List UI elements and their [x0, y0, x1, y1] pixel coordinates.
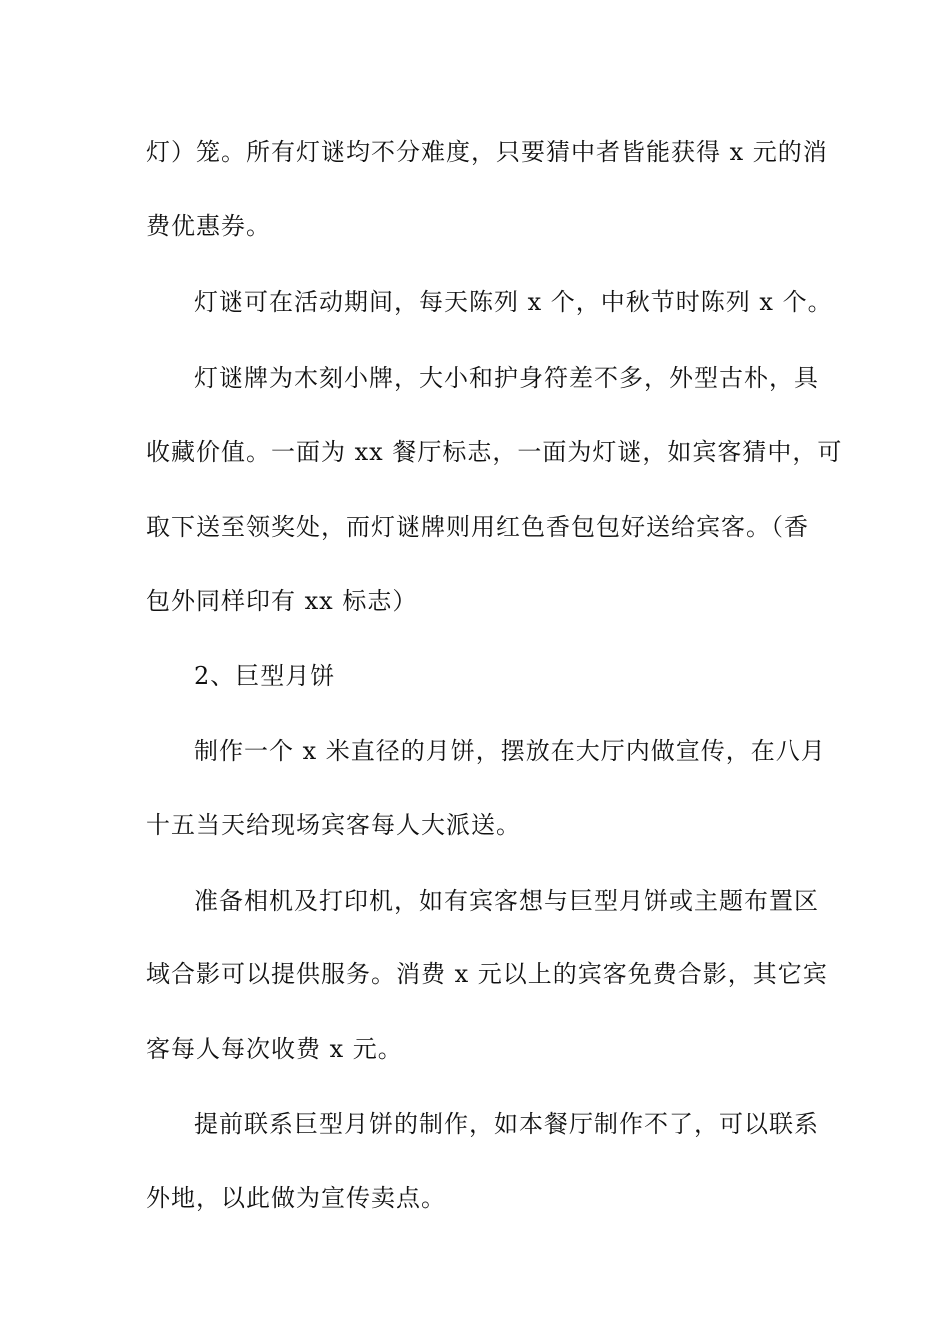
- text-line: 灯）笼。所有灯谜均不分难度，只要猜中者皆能获得 x 元的消: [146, 138, 828, 166]
- text-line: 客每人每次收费 x 元。: [146, 1035, 403, 1063]
- text-line: 域合影可以提供服务。消费 x 元以上的宾客免费合影，其它宾: [146, 960, 828, 988]
- paragraph-start-line: 灯谜可在活动期间，每天陈列 x 个，中秋节时陈列 x 个。: [194, 288, 833, 316]
- text-line: 包外同样印有 xx 标志）: [146, 587, 418, 615]
- section-heading: 2、巨型月饼: [194, 662, 336, 690]
- paragraph-start-line: 准备相机及打印机，如有宾客想与巨型月饼或主题布置区: [194, 887, 819, 915]
- text-line: 取下送至领奖处，而灯谜牌则用红色香包包好送给宾客。（香: [146, 513, 809, 541]
- paragraph-start-line: 灯谜牌为木刻小牌，大小和护身符差不多，外型古朴，具: [194, 364, 819, 392]
- text-line: 外地，以此做为宣传卖点。: [146, 1184, 446, 1212]
- text-line: 费优惠券。: [146, 212, 271, 240]
- paragraph-start-line: 制作一个 x 米直径的月饼，摆放在大厅内做宣传，在八月: [194, 737, 826, 765]
- text-line: 收藏价值。一面为 xx 餐厅标志，一面为灯谜，如宾客猜中，可: [146, 438, 843, 466]
- paragraph-start-line: 提前联系巨型月饼的制作，如本餐厅制作不了，可以联系: [194, 1110, 819, 1138]
- text-line: 十五当天给现场宾客每人大派送。: [146, 811, 521, 839]
